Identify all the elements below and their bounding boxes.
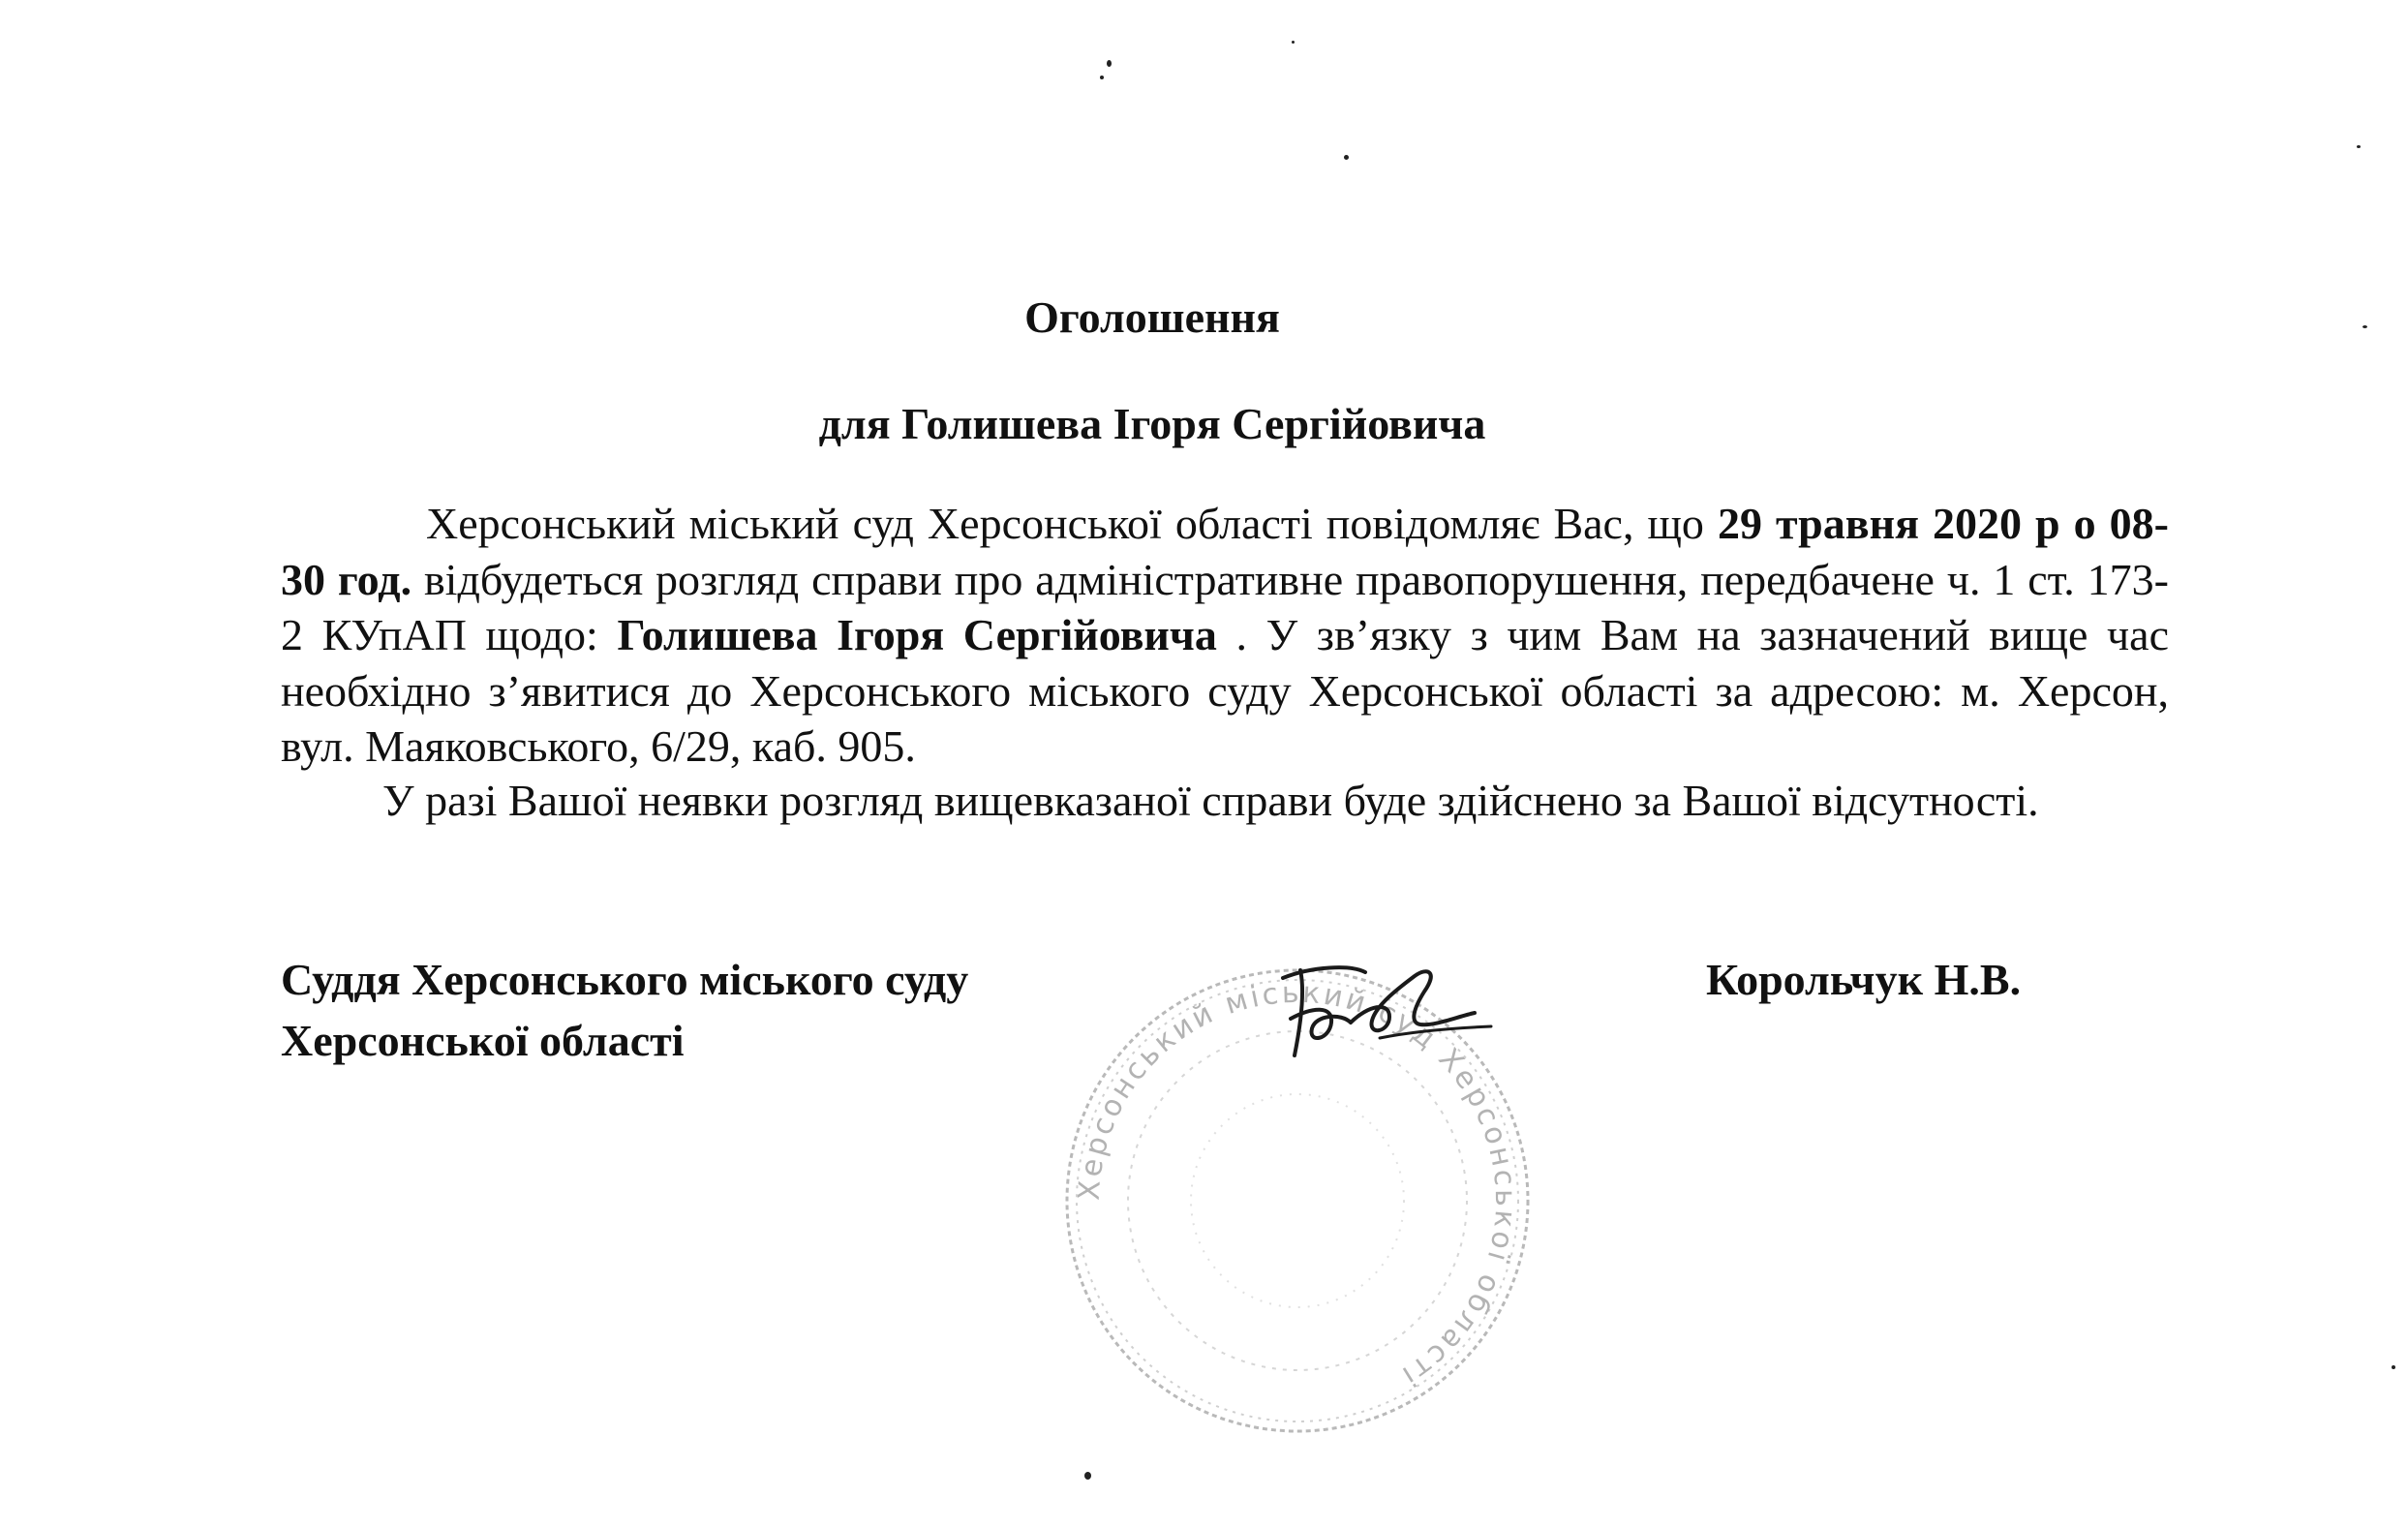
notice-text: відбудеться розгляд справи про адміністративне правопорушення, передбачене ч. 1 ст. 173-2 КУпАП щодо: xyxy=(281,554,2169,660)
judge-position-line: Суддя Херсонського міського суду xyxy=(281,955,969,1004)
hearing-datetime: 29 травня 2020 р о 08-30 год. xyxy=(281,499,2169,604)
scan-speck xyxy=(1100,76,1104,79)
notice-text: Херсонський міський суд Херсонської області повідомляє Вас, що xyxy=(426,499,1718,548)
document-subheading: для Голишева Ігоря Сергійовича xyxy=(818,399,1486,448)
judge-name: Корольчук Н.В. xyxy=(1706,955,2022,1004)
scan-speck xyxy=(2362,325,2367,328)
document-heading: Оголошення xyxy=(1024,292,1280,342)
scan-speck xyxy=(2357,145,2361,148)
absence-paragraph: У разі Вашої неявки розгляд вищевказаної справи буде здійснено за Вашої відсутності. xyxy=(382,776,2039,825)
notice-paragraph xyxy=(281,496,2169,775)
notice-text: . У зв’язку з чим Вам на зазначений вище час необхідно з’явитися до Херсонського міського суду Херсонської області за адресою: м. Херсон, вул. Маяковського, 6/29, каб. 905. xyxy=(281,610,2170,772)
judge-signature xyxy=(1244,959,1496,1065)
stamp-ring-text: Херсонський міський суд Херсонської області xyxy=(1072,975,1523,1394)
judge-position xyxy=(281,949,968,1071)
judge-position-line: Херсонської області xyxy=(281,1016,685,1065)
scan-speck xyxy=(1344,155,1349,160)
scan-speck xyxy=(2392,1365,2395,1369)
defendant-name: Голишева Ігоря Сергійовича xyxy=(617,610,1217,660)
scan-speck xyxy=(1292,41,1295,44)
scan-speck xyxy=(1107,60,1112,67)
scan-speck xyxy=(1084,1472,1091,1480)
